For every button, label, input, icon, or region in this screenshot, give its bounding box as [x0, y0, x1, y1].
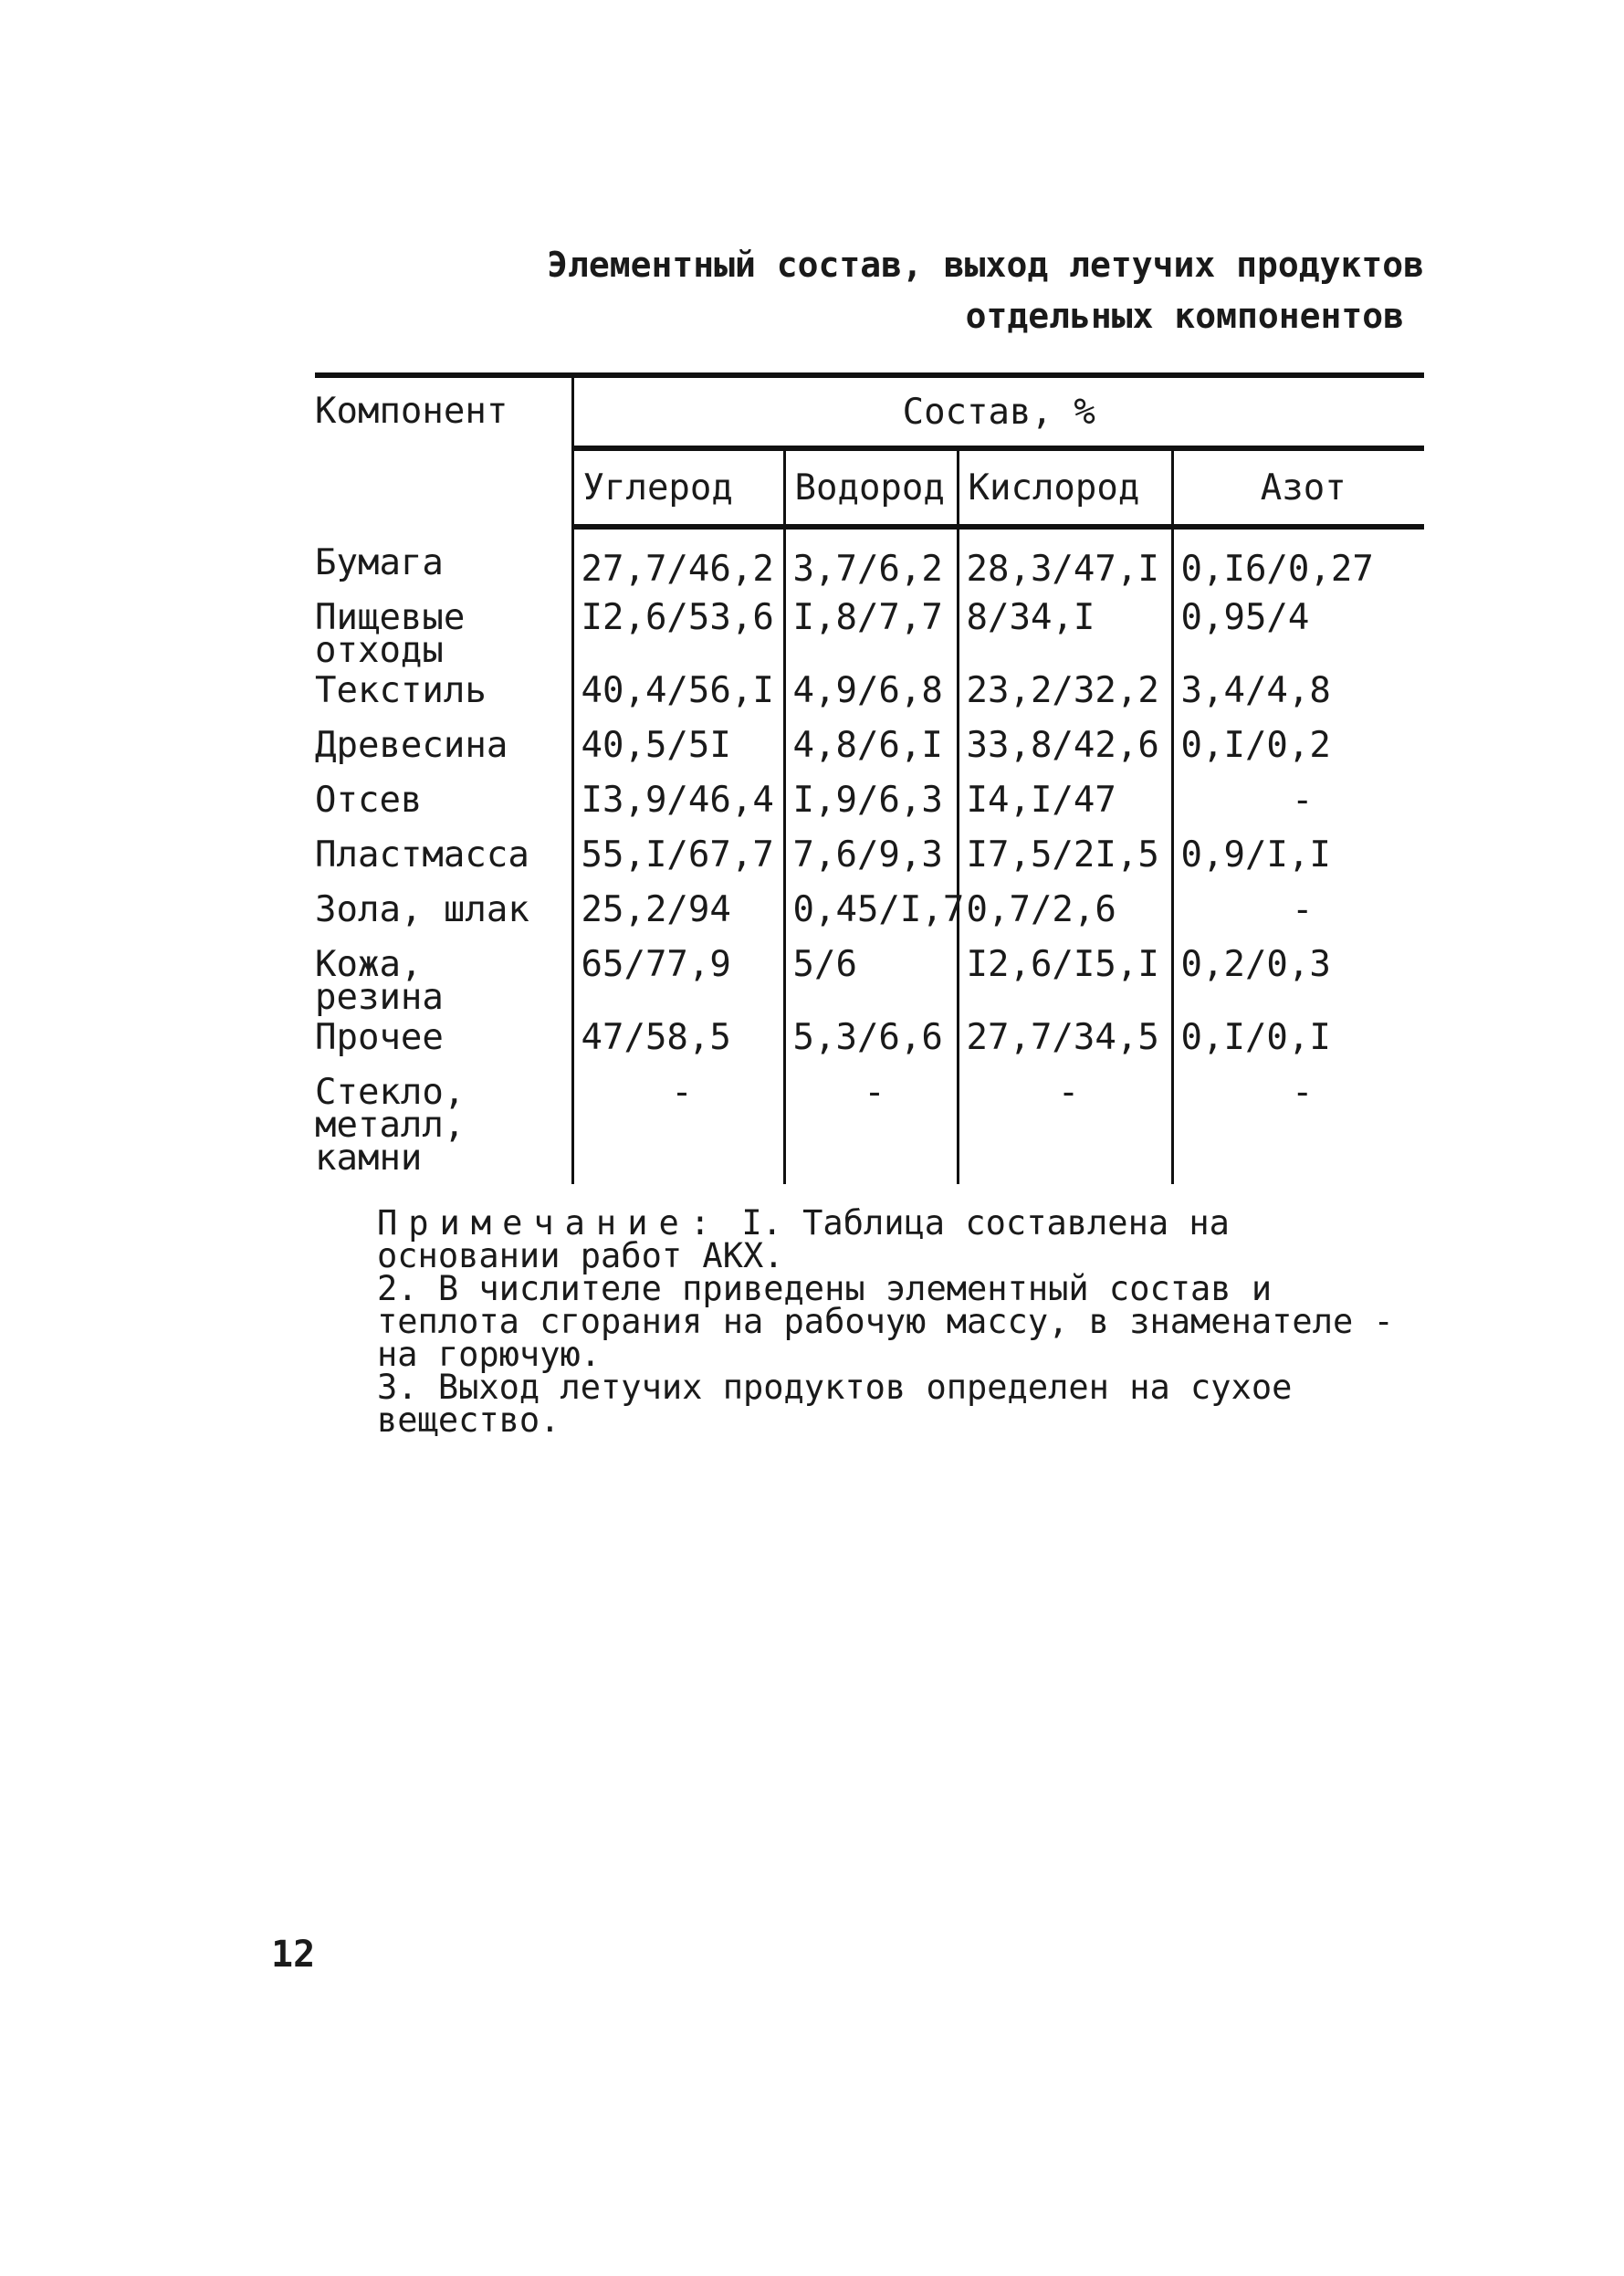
- column-header-nitrogen: Азот: [1172, 448, 1424, 527]
- cell-carbon: 65/77,9: [572, 945, 784, 1018]
- column-header-carbon: Углерод: [572, 448, 784, 527]
- title-line-1: Элементный состав, выход летучих продуктов: [547, 245, 1424, 285]
- table-row: [315, 671, 1424, 726]
- cell-nitrogen: 0,95/4: [1172, 598, 1424, 671]
- row-name: Текстиль: [315, 670, 487, 711]
- note-item-2: 2. В числителе приведены элементный состав и теплота сгорания на рабочую массу, в знаменателе - на горючую.: [377, 1269, 1394, 1374]
- cell-hydrogen: -: [784, 1073, 958, 1184]
- cell-nitrogen: 0,9/I,I: [1172, 835, 1424, 890]
- table-row: [315, 527, 1424, 598]
- cell-hydrogen: 4,8/6,I: [784, 726, 958, 781]
- cell-nitrogen: -: [1172, 890, 1424, 945]
- cell-carbon: 25,2/94: [572, 890, 784, 945]
- cell-nitrogen: 3,4/4,8: [1172, 671, 1424, 726]
- cell-oxygen: 8/34,I: [958, 598, 1172, 671]
- row-name: Бумага: [315, 542, 444, 583]
- table-row: [315, 598, 1424, 671]
- composition-group-header: Состав, %: [572, 375, 1424, 448]
- table-row: [315, 1073, 1424, 1184]
- note-item-1: I. Таблица составлена на основании работ АКХ.: [377, 1203, 1230, 1275]
- composition-table: [315, 372, 1424, 1184]
- cell-carbon: I3,9/46,4: [572, 781, 784, 835]
- row-name: Пластмасса: [315, 834, 529, 876]
- table-row: [315, 945, 1424, 1018]
- cell-nitrogen: 0,I/0,2: [1172, 726, 1424, 781]
- column-header-hydrogen: Водород: [784, 448, 958, 527]
- cell-oxygen: 0,7/2,6: [958, 890, 1172, 945]
- table-title: [511, 239, 1424, 341]
- note-label: Примечание:: [377, 1203, 722, 1243]
- cell-oxygen: I4,I/47: [958, 781, 1172, 835]
- page-number: 12: [271, 1934, 316, 1976]
- cell-hydrogen: 4,9/6,8: [784, 671, 958, 726]
- row-name: Пищевые отходы: [315, 597, 466, 671]
- cell-oxygen: 27,7/34,5: [958, 1018, 1172, 1073]
- cell-carbon: -: [572, 1073, 784, 1184]
- cell-oxygen: -: [958, 1073, 1172, 1184]
- cell-hydrogen: 5,3/6,6: [784, 1018, 958, 1073]
- cell-oxygen: I7,5/2I,5: [958, 835, 1172, 890]
- component-column-header: Компонент: [315, 375, 572, 527]
- table-row: [315, 890, 1424, 945]
- cell-carbon: 40,5/5I: [572, 726, 784, 781]
- table-notes: [315, 1203, 1424, 1440]
- row-name: Отсев: [315, 780, 423, 821]
- cell-carbon: 55,I/67,7: [572, 835, 784, 890]
- cell-nitrogen: -: [1172, 781, 1424, 835]
- cell-oxygen: 28,3/47,I: [958, 527, 1172, 598]
- row-name: Кожа, резина: [315, 944, 444, 1018]
- cell-hydrogen: 3,7/6,2: [784, 527, 958, 598]
- cell-hydrogen: 5/6: [784, 945, 958, 1018]
- cell-oxygen: 33,8/42,6: [958, 726, 1172, 781]
- cell-carbon: 27,7/46,2: [572, 527, 784, 598]
- cell-oxygen: 23,2/32,2: [958, 671, 1172, 726]
- column-header-oxygen: Кислород: [958, 448, 1172, 527]
- composition-table-wrap: [315, 372, 1424, 1184]
- note-item-3: 3. Выход летучих продуктов определен на сухое вещество.: [377, 1368, 1293, 1440]
- row-name: Зола, шлак: [315, 889, 529, 930]
- cell-hydrogen: 7,6/9,3: [784, 835, 958, 890]
- cell-nitrogen: 0,I/0,I: [1172, 1018, 1424, 1073]
- cell-hydrogen: 0,45/I,7: [784, 890, 958, 945]
- cell-nitrogen: 0,I6/0,27: [1172, 527, 1424, 598]
- table-row: [315, 1018, 1424, 1073]
- row-name: Прочее: [315, 1017, 444, 1058]
- row-name: Древесина: [315, 725, 508, 766]
- table-row: [315, 835, 1424, 890]
- title-line-2: отдельных компонентов: [965, 296, 1404, 336]
- table-row: [315, 726, 1424, 781]
- cell-oxygen: I2,6/I5,I: [958, 945, 1172, 1018]
- cell-carbon: 47/58,5: [572, 1018, 784, 1073]
- cell-hydrogen: I,9/6,3: [784, 781, 958, 835]
- cell-hydrogen: I,8/7,7: [784, 598, 958, 671]
- cell-carbon: 40,4/56,I: [572, 671, 784, 726]
- cell-nitrogen: 0,2/0,3: [1172, 945, 1424, 1018]
- cell-carbon: I2,6/53,6: [572, 598, 784, 671]
- table-row: [315, 781, 1424, 835]
- cell-nitrogen: -: [1172, 1073, 1424, 1184]
- row-name: Стекло, металл, камни: [315, 1072, 466, 1179]
